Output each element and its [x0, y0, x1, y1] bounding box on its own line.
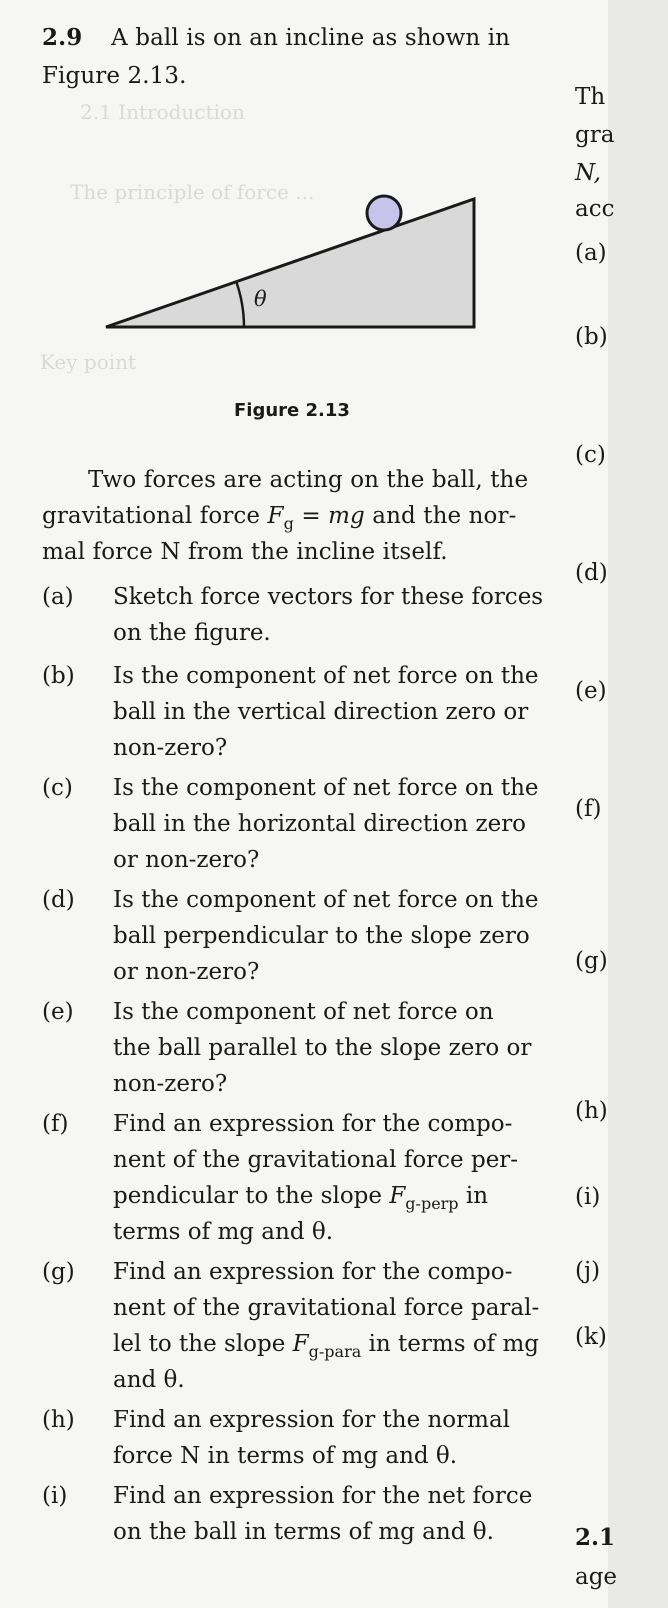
item-i-line2: on the ball in terms of mg and θ.: [113, 1519, 494, 1545]
item-f-line2: nent of the gravitational force per-: [113, 1147, 519, 1173]
item-label-g: (g): [42, 1259, 75, 1285]
incline-figure: [100, 180, 480, 340]
problem-intro-line1: A ball is on an incline as shown in: [111, 25, 511, 51]
item-c-line1: Is the component of net force on the: [113, 775, 539, 801]
item-label-e: (e): [42, 999, 74, 1025]
item-e-line2: the ball parallel to the slope zero or: [113, 1035, 532, 1061]
item-i-line1: Find an expression for the net force: [113, 1483, 533, 1509]
item-c-line2: ball in the horizontal direction zero: [113, 811, 527, 837]
paragraph-line1: Two forces are acting on the ball, the: [88, 467, 529, 493]
right-fragment: acc: [575, 196, 615, 222]
incline-triangle: [106, 199, 474, 327]
item-f-line3: pendicular to the slope $F_{g-perp}$ in: [113, 1183, 489, 1213]
right-label: (c): [575, 442, 606, 468]
item-a-line1: Sketch force vectors for these forces: [113, 584, 544, 610]
right-label: (b): [575, 324, 608, 350]
problem-header: [42, 20, 510, 56]
show-through-text: The principle of force ...: [70, 180, 315, 204]
item-label-i: (i): [42, 1483, 68, 1509]
item-label-h: (h): [42, 1407, 75, 1433]
item-g-line4: and θ.: [113, 1367, 185, 1393]
right-label: (h): [575, 1098, 608, 1124]
item-e-line1: Is the component of net force on: [113, 999, 494, 1025]
right-label: (k): [575, 1324, 607, 1350]
item-label-a: (a): [42, 584, 74, 610]
item-label-f: (f): [42, 1111, 69, 1137]
item-e-line3: non-zero?: [113, 1071, 228, 1097]
problem-intro-line2: Figure 2.13.: [42, 63, 187, 89]
item-a-line2: on the figure.: [113, 620, 271, 646]
item-h-line1: Find an expression for the normal: [113, 1407, 511, 1433]
item-f-line4: terms of mg and θ.: [113, 1219, 334, 1245]
item-b-line1: Is the component of net force on the: [113, 663, 539, 689]
item-g-line3: lel to the slope $F_{g-para}$ in terms of mg: [113, 1331, 540, 1361]
right-fragment: age: [575, 1564, 618, 1590]
right-label: (d): [575, 560, 608, 586]
paragraph-line2: gravitational force $F_g$ = mg and the nor-: [42, 503, 517, 533]
right-label: (j): [575, 1258, 601, 1284]
item-b-line2: ball in the vertical direction zero or: [113, 699, 529, 725]
ball: [367, 196, 401, 230]
right-label: (i): [575, 1184, 601, 1210]
item-label-b: (b): [42, 663, 75, 689]
item-d-line2: ball perpendicular to the slope zero: [113, 923, 530, 949]
right-label: (e): [575, 678, 607, 704]
right-fragment: gra: [575, 122, 615, 148]
paragraph-line3: mal force N from the incline itself.: [42, 539, 448, 565]
item-h-line2: force N in terms of mg and θ.: [113, 1443, 458, 1469]
right-label: (g): [575, 948, 608, 974]
right-label: (f): [575, 796, 602, 822]
item-g-line1: Find an expression for the compo-: [113, 1259, 513, 1285]
item-d-line3: or non-zero?: [113, 959, 260, 985]
right-label: (a): [575, 240, 607, 266]
item-label-d: (d): [42, 887, 75, 913]
item-f-line1: Find an expression for the compo-: [113, 1111, 513, 1137]
right-fragment: 2.1: [575, 1524, 616, 1551]
theta-label: θ: [254, 287, 267, 311]
item-label-c: (c): [42, 775, 73, 801]
right-fragment: N,: [575, 160, 601, 186]
item-c-line3: or non-zero?: [113, 847, 260, 873]
figure-caption: Figure 2.13: [234, 400, 350, 421]
item-g-line2: nent of the gravitational force paral-: [113, 1295, 540, 1321]
show-through-text: 2.1 Introduction: [80, 100, 245, 124]
item-b-line3: non-zero?: [113, 735, 228, 761]
right-fragment: Th: [575, 84, 606, 110]
show-through-text: Key point: [40, 350, 137, 374]
item-d-line1: Is the component of net force on the: [113, 887, 539, 913]
problem-number: 2.9: [42, 24, 83, 51]
